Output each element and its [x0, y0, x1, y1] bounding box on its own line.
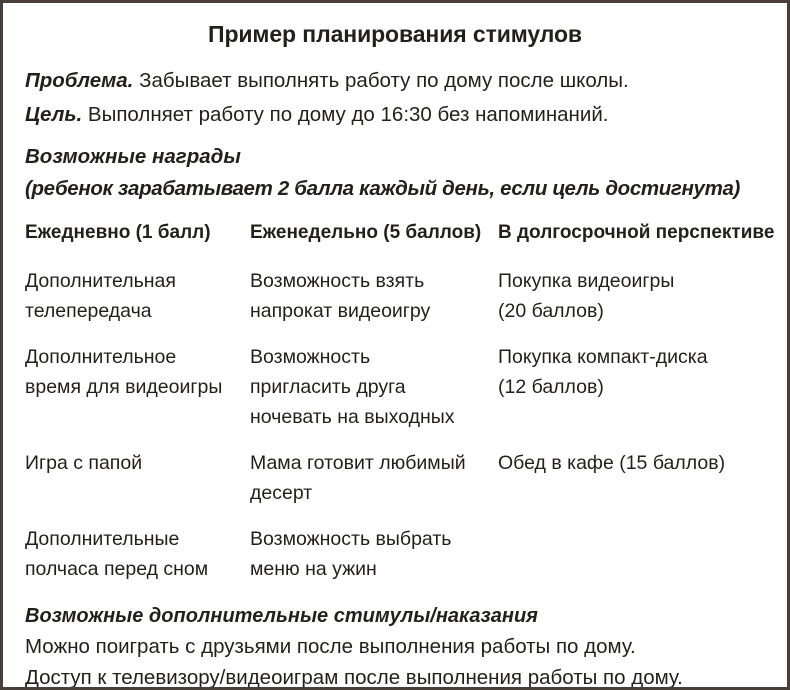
rewards-subheading: (ребенок зарабатывает 2 балла каждый день, если цель достигнута) [25, 177, 741, 200]
intro-section [25, 64, 765, 132]
extra-incentive-line: Можно поиграть с друзьями после выполнения работы по дому. [25, 635, 636, 658]
reward-cell-line: Возможность взять [250, 270, 425, 292]
reward-cell-line: полчаса перед сном [25, 558, 209, 580]
reward-cell-line: Дополнительная [25, 270, 176, 292]
column-header-longterm: В долгосрочной перспективе [498, 222, 775, 243]
rewards-table-body [25, 245, 765, 584]
reward-cell-line: пригласить друга [250, 376, 406, 398]
reward-cell-longterm [498, 432, 765, 508]
reward-cell-line: десерт [250, 482, 313, 504]
extra-incentives-list [25, 631, 765, 690]
rewards-table [25, 221, 775, 584]
reward-cell-line: Дополнительные [25, 528, 180, 550]
reward-cell-line: Покупка видеоигры [498, 270, 675, 292]
reward-cell-weekly [250, 508, 498, 584]
worksheet-content [3, 3, 787, 687]
reward-cell-line: (20 баллов) [498, 300, 604, 322]
rewards-heading-block [25, 141, 765, 205]
reward-cell-line: (12 баллов) [498, 376, 604, 398]
page-title: Пример планирования стимулов [208, 21, 582, 47]
reward-cell-line: ночевать на выходных [250, 406, 455, 428]
reward-cell-daily [25, 432, 250, 508]
reward-cell-longterm [498, 245, 765, 326]
reward-cell-line: Дополнительное [25, 346, 177, 368]
extra-incentives-heading: Возможные дополнительные стимулы/наказания [25, 605, 538, 627]
reward-cell-line: Обед в кафе (15 баллов) [498, 452, 726, 474]
goal-text: Выполняет работу по дому до 16:30 без напоминаний. [87, 103, 609, 126]
reward-cell-line: Мама готовит любимый [250, 452, 466, 474]
reward-cell-weekly [250, 245, 498, 326]
table-row [25, 508, 765, 584]
reward-cell-line: время для видеоигры [25, 376, 223, 398]
reward-cell-line: Покупка компакт-диска [498, 346, 708, 368]
column-header-daily: Ежедневно (1 балл) [25, 222, 211, 243]
reward-cell-daily [25, 245, 250, 326]
reward-cell-daily [25, 508, 250, 584]
goal-line [25, 98, 765, 132]
reward-cell-line: Возможность [250, 346, 371, 368]
reward-cell-line: телепередача [25, 300, 152, 322]
table-row [25, 326, 765, 432]
table-row [25, 245, 765, 326]
reward-cell-line: Игра с папой [25, 452, 143, 474]
problem-line [25, 64, 765, 98]
goal-label: Цель. [25, 103, 83, 126]
extra-incentives-section [25, 601, 765, 690]
reward-cell-line: меню на ужин [250, 558, 377, 580]
reward-cell-weekly [250, 432, 498, 508]
problem-label: Проблема. [25, 69, 134, 92]
reward-cell-daily [25, 326, 250, 432]
column-header-weekly: Еженедельно (5 баллов) [250, 222, 482, 243]
problem-text: Забывает выполнять работу по дому после школы. [139, 69, 629, 92]
extra-incentive-line: Доступ к телевизору/видеоиграм после выполнения работы по дому. [25, 666, 683, 689]
table-header-row [25, 221, 765, 245]
reward-cell-line: напрокат видеоигру [250, 300, 431, 322]
rewards-heading: Возможные награды [25, 145, 241, 168]
table-row [25, 432, 765, 508]
reward-cell-line: Возможность выбрать [250, 528, 452, 550]
reward-cell-longterm [498, 508, 765, 584]
reward-cell-longterm [498, 326, 765, 432]
reward-cell-weekly [250, 326, 498, 432]
rewards-table-head [25, 221, 775, 245]
